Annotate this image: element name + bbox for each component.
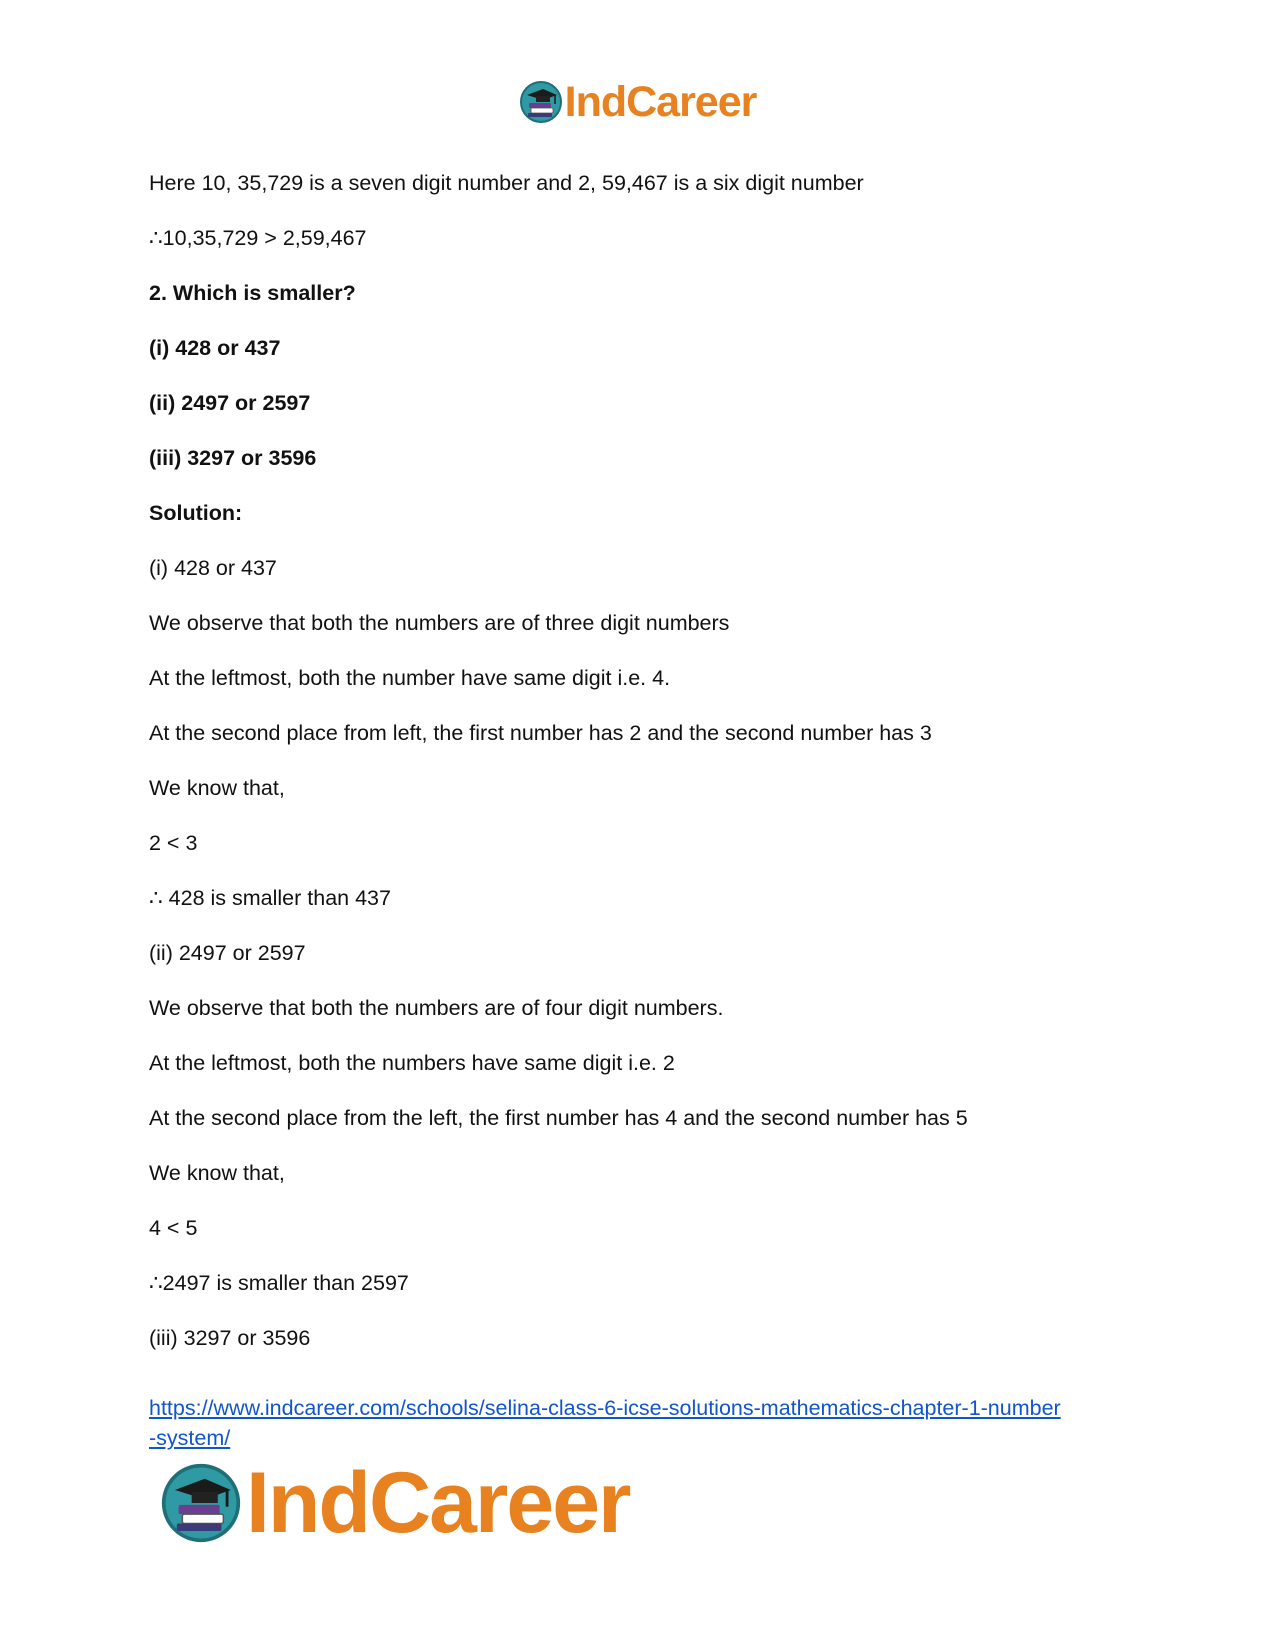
logo-wordmark: IndCareer — [564, 77, 757, 126]
indcareer-logo-large — [160, 1455, 630, 1551]
text-line-21: ∴2497 is smaller than 2597 — [149, 1271, 409, 1295]
text-line-20: 4 < 5 — [149, 1216, 198, 1240]
header-logo-container — [0, 77, 1275, 126]
text-line-9: We observe that both the numbers are of three digit numbers — [149, 611, 730, 635]
source-link-line-1: https://www.indcareer.com/schools/selina-class-6-icse-solutions-mathematics-chapter-1-number — [149, 1396, 1061, 1420]
graduate-books-icon — [160, 1462, 242, 1544]
solution-part-i-heading: (i) 428 or 437 — [149, 556, 277, 580]
question-part-i: (i) 428 or 437 — [149, 336, 281, 360]
text-line-13: 2 < 3 — [149, 831, 198, 855]
text-line-19: We know that, — [149, 1161, 285, 1185]
solution-heading: Solution: — [149, 501, 243, 525]
text-line-16: We observe that both the numbers are of four digit numbers. — [149, 996, 724, 1020]
text-line-11: At the second place from left, the first number has 2 and the second number has 3 — [149, 721, 932, 745]
solution-part-iii-heading: (iii) 3297 or 3596 — [149, 1326, 311, 1350]
graduate-books-icon — [519, 80, 563, 124]
solution-part-ii-heading: (ii) 2497 or 2597 — [149, 941, 306, 965]
text-line-10: At the leftmost, both the number have same digit i.e. 4. — [149, 666, 671, 690]
source-link-line-2: -system/ — [149, 1426, 231, 1450]
text-line-1: Here 10, 35,729 is a seven digit number and 2, 59,467 is a six digit number — [149, 171, 864, 195]
source-link[interactable] — [149, 1396, 1061, 1450]
question-part-ii: (ii) 2497 or 2597 — [149, 391, 311, 415]
logo-wordmark-large: IndCareer — [246, 1455, 630, 1551]
text-line-17: At the leftmost, both the numbers have same digit i.e. 2 — [149, 1051, 675, 1075]
question-part-iii: (iii) 3297 or 3596 — [149, 446, 317, 470]
text-line-2: ∴10,35,729 > 2,59,467 — [149, 226, 367, 250]
footer-logo-container — [160, 1455, 630, 1551]
text-line-14: ∴ 428 is smaller than 437 — [149, 886, 391, 910]
source-link-block — [149, 1393, 1149, 1453]
text-line-12: We know that, — [149, 776, 285, 800]
question-heading: 2. Which is smaller? — [149, 281, 356, 305]
indcareer-logo — [519, 77, 757, 126]
text-line-18: At the second place from the left, the first number has 4 and the second number has 5 — [149, 1106, 968, 1130]
document-body — [149, 171, 1149, 1381]
